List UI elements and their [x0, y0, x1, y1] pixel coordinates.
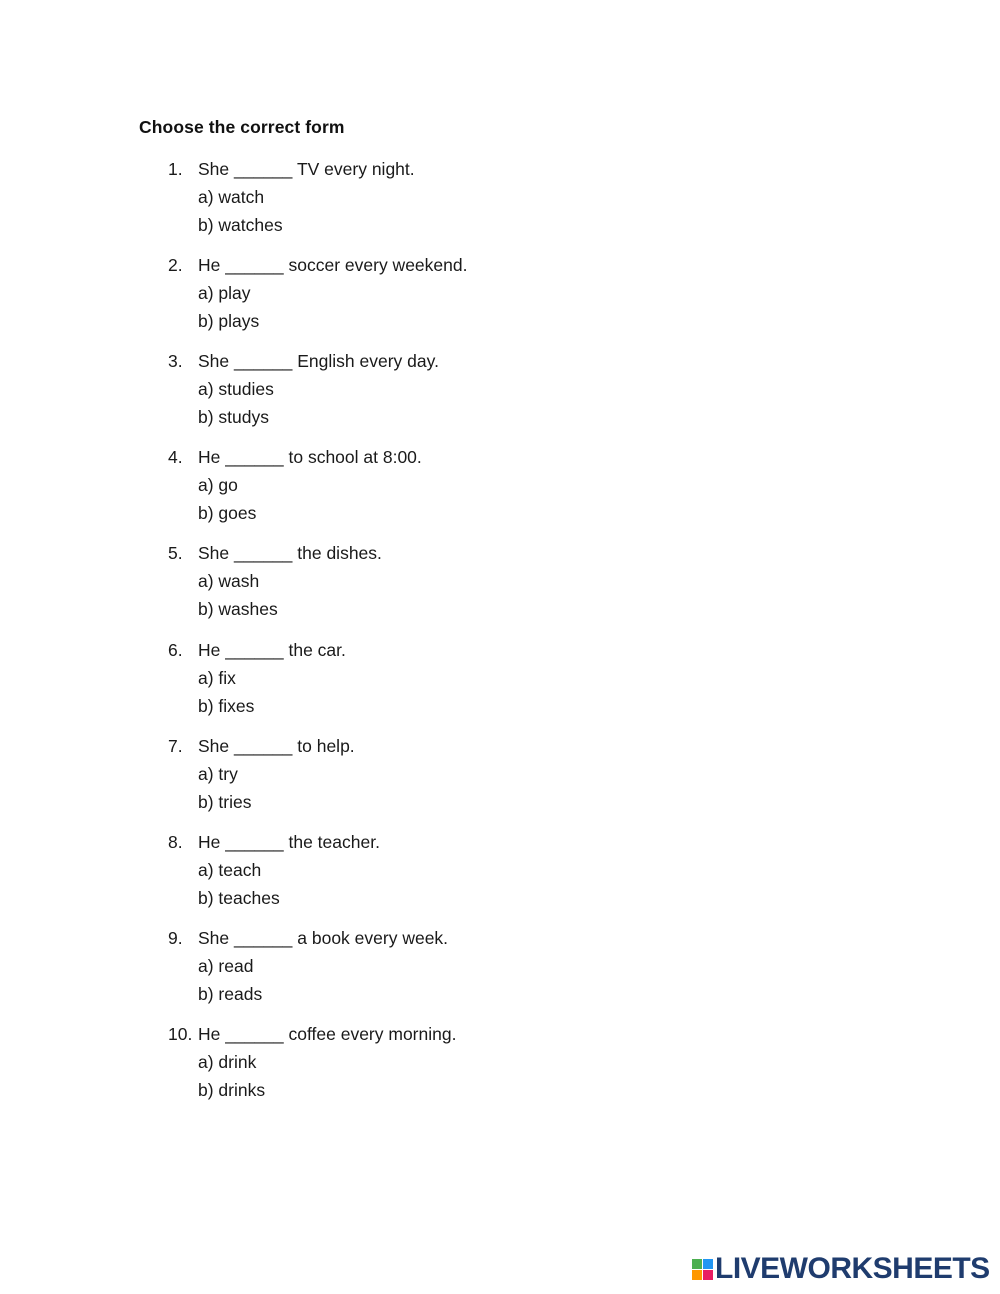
option-a[interactable]: a) go: [198, 475, 238, 495]
option-b[interactable]: b) goes: [198, 503, 257, 523]
question-text: She ______ a book every week.: [198, 928, 449, 948]
question-number: 10.: [168, 1024, 193, 1044]
question-8: [168, 828, 768, 912]
option-a[interactable]: a) play: [198, 283, 251, 303]
question-10: [168, 1020, 768, 1104]
option-b[interactable]: b) reads: [198, 984, 263, 1004]
question-number: 2.: [168, 255, 183, 275]
option-a[interactable]: a) drink: [198, 1052, 257, 1072]
option-a[interactable]: a) teach: [198, 860, 262, 880]
question-5: [168, 539, 768, 623]
question-3: [168, 347, 768, 431]
liveworksheets-logo-icon: [692, 1259, 713, 1280]
question-number: 3.: [168, 351, 183, 371]
question-number: 4.: [168, 447, 183, 467]
option-b[interactable]: b) drinks: [198, 1080, 266, 1100]
option-a[interactable]: a) studies: [198, 379, 274, 399]
page-title: Choose the correct form: [139, 117, 345, 137]
option-a[interactable]: a) watch: [198, 187, 265, 207]
question-number: 6.: [168, 640, 183, 660]
option-b[interactable]: b) studys: [198, 407, 269, 427]
option-b[interactable]: b) watches: [198, 215, 283, 235]
question-number: 5.: [168, 543, 183, 563]
option-a[interactable]: a) try: [198, 764, 238, 784]
question-text: He ______ to school at 8:00.: [198, 447, 422, 467]
logo-text: LIVEWORKSHEETS: [715, 1252, 990, 1285]
question-number: 9.: [168, 928, 183, 948]
question-1: [168, 155, 768, 239]
question-number: 7.: [168, 736, 183, 756]
question-text: He ______ coffee every morning.: [198, 1024, 457, 1044]
question-text: She ______ English every day.: [198, 351, 439, 371]
question-9: [168, 924, 768, 1008]
question-number: 8.: [168, 832, 183, 852]
question-text: He ______ soccer every weekend.: [198, 255, 468, 275]
question-number: 1.: [168, 159, 183, 179]
option-a[interactable]: a) read: [198, 956, 254, 976]
question-text: She ______ the dishes.: [198, 543, 382, 563]
option-a[interactable]: a) wash: [198, 571, 260, 591]
question-text: She ______ to help.: [198, 736, 355, 756]
option-b[interactable]: b) washes: [198, 599, 278, 619]
question-text: He ______ the teacher.: [198, 832, 380, 852]
question-text: He ______ the car.: [198, 640, 346, 660]
option-b[interactable]: b) fixes: [198, 696, 255, 716]
question-2: [168, 251, 768, 335]
question-7: [168, 732, 768, 816]
option-b[interactable]: b) tries: [198, 792, 252, 812]
liveworksheets-logo: [692, 1254, 990, 1284]
option-b[interactable]: b) teaches: [198, 888, 280, 908]
option-a[interactable]: a) fix: [198, 668, 236, 688]
question-6: [168, 636, 768, 720]
question-text: She ______ TV every night.: [198, 159, 415, 179]
option-b[interactable]: b) plays: [198, 311, 260, 331]
question-4: [168, 443, 768, 527]
